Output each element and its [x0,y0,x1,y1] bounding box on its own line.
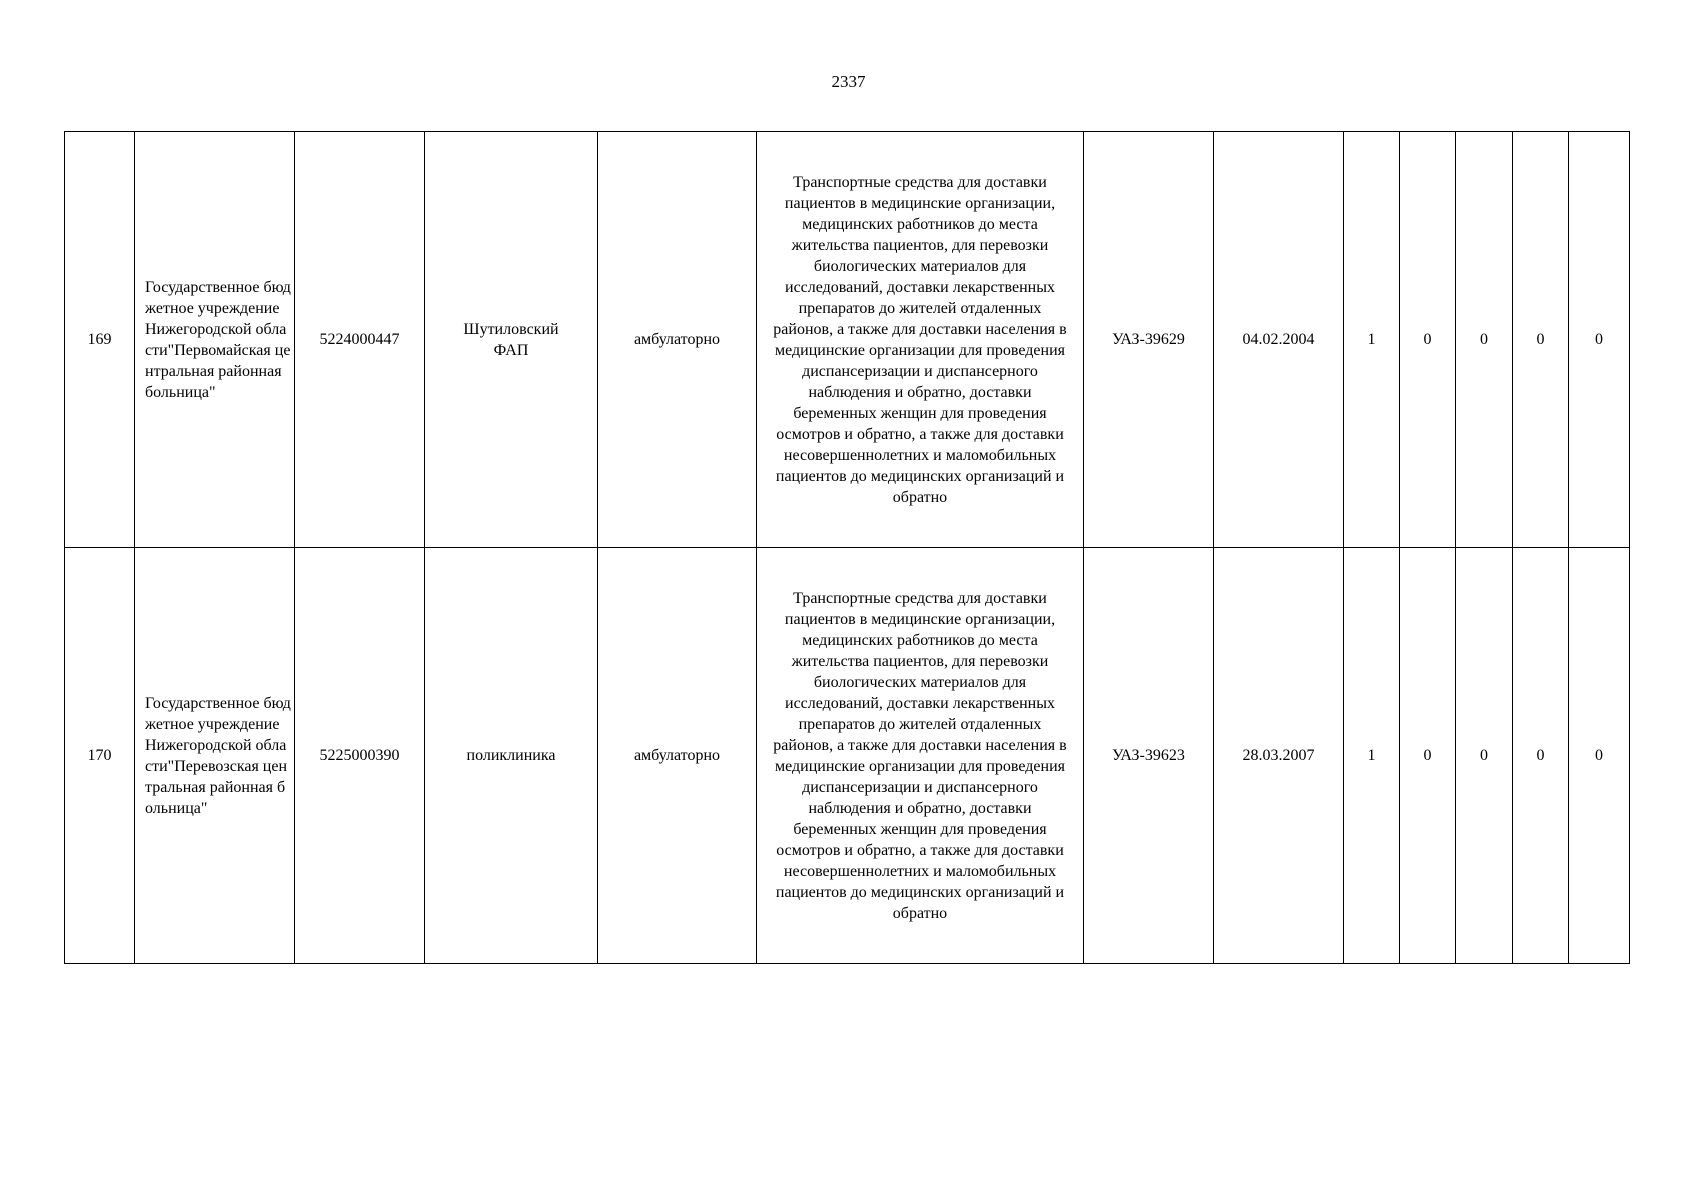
care-form: амбулаторно [598,132,757,548]
vehicle-purpose: Транспортные средства для доставки пациентов в медицинские организации, медицинских работников до места жительства пациентов, для перевозки биологических материалов для исследований, доставки лекарственных препаратов до жителей отдаленных районов, а также для доставки населения в медицинские организации для проведения диспансеризации и диспансерного наблюдения и обратно, доставки беременных женщин для проведения осмотров и обратно, а также для доставки несовершеннолетних и маломобильных пациентов до медицинских организаций и обратно [757,548,1084,964]
count-cell: 0 [1513,132,1569,548]
table-row [65,132,1630,548]
vehicle-model: УАЗ-39629 [1084,132,1214,548]
vehicle-purpose: Транспортные средства для доставки пациентов в медицинские организации, медицинских работников до места жительства пациентов, для перевозки биологических материалов для исследований, доставки лекарственных препаратов до жителей отдаленных районов, а также для доставки населения в медицинские организации для проведения диспансеризации и диспансерного наблюдения и обратно, доставки беременных женщин для проведения осмотров и обратно, а также для доставки несовершеннолетних и маломобильных пациентов до медицинских организаций и обратно [757,132,1084,548]
row-index: 169 [65,132,135,548]
vehicle-model: УАЗ-39623 [1084,548,1214,964]
count-cell: 0 [1569,548,1630,964]
registration-date: 04.02.2004 [1214,132,1344,548]
table-row [65,548,1630,964]
row-index: 170 [65,548,135,964]
page-number: 2337 [831,72,866,91]
care-form: амбулаторно [598,548,757,964]
organization-name: Государственное бюджетное учреждение Нижегородской области"Перевозская центральная районная больница" [135,548,295,964]
count-cell: 1 [1344,132,1400,548]
count-cell: 0 [1569,132,1630,548]
count-cell: 1 [1344,548,1400,964]
count-cell: 0 [1456,132,1513,548]
count-cell: 0 [1456,548,1513,964]
count-cell: 0 [1513,548,1569,964]
unit-name: поликлиника [425,548,598,964]
unit-name: Шутиловский ФАП [425,132,598,548]
inn-value: 5225000390 [295,548,425,964]
registration-date: 28.03.2007 [1214,548,1344,964]
vehicle-table [64,131,1630,964]
count-cell: 0 [1400,132,1456,548]
inn-value: 5224000447 [295,132,425,548]
count-cell: 0 [1400,548,1456,964]
organization-name: Государственное бюджетное учреждение Нижегородской области"Первомайская центральная районная больница" [135,132,295,548]
